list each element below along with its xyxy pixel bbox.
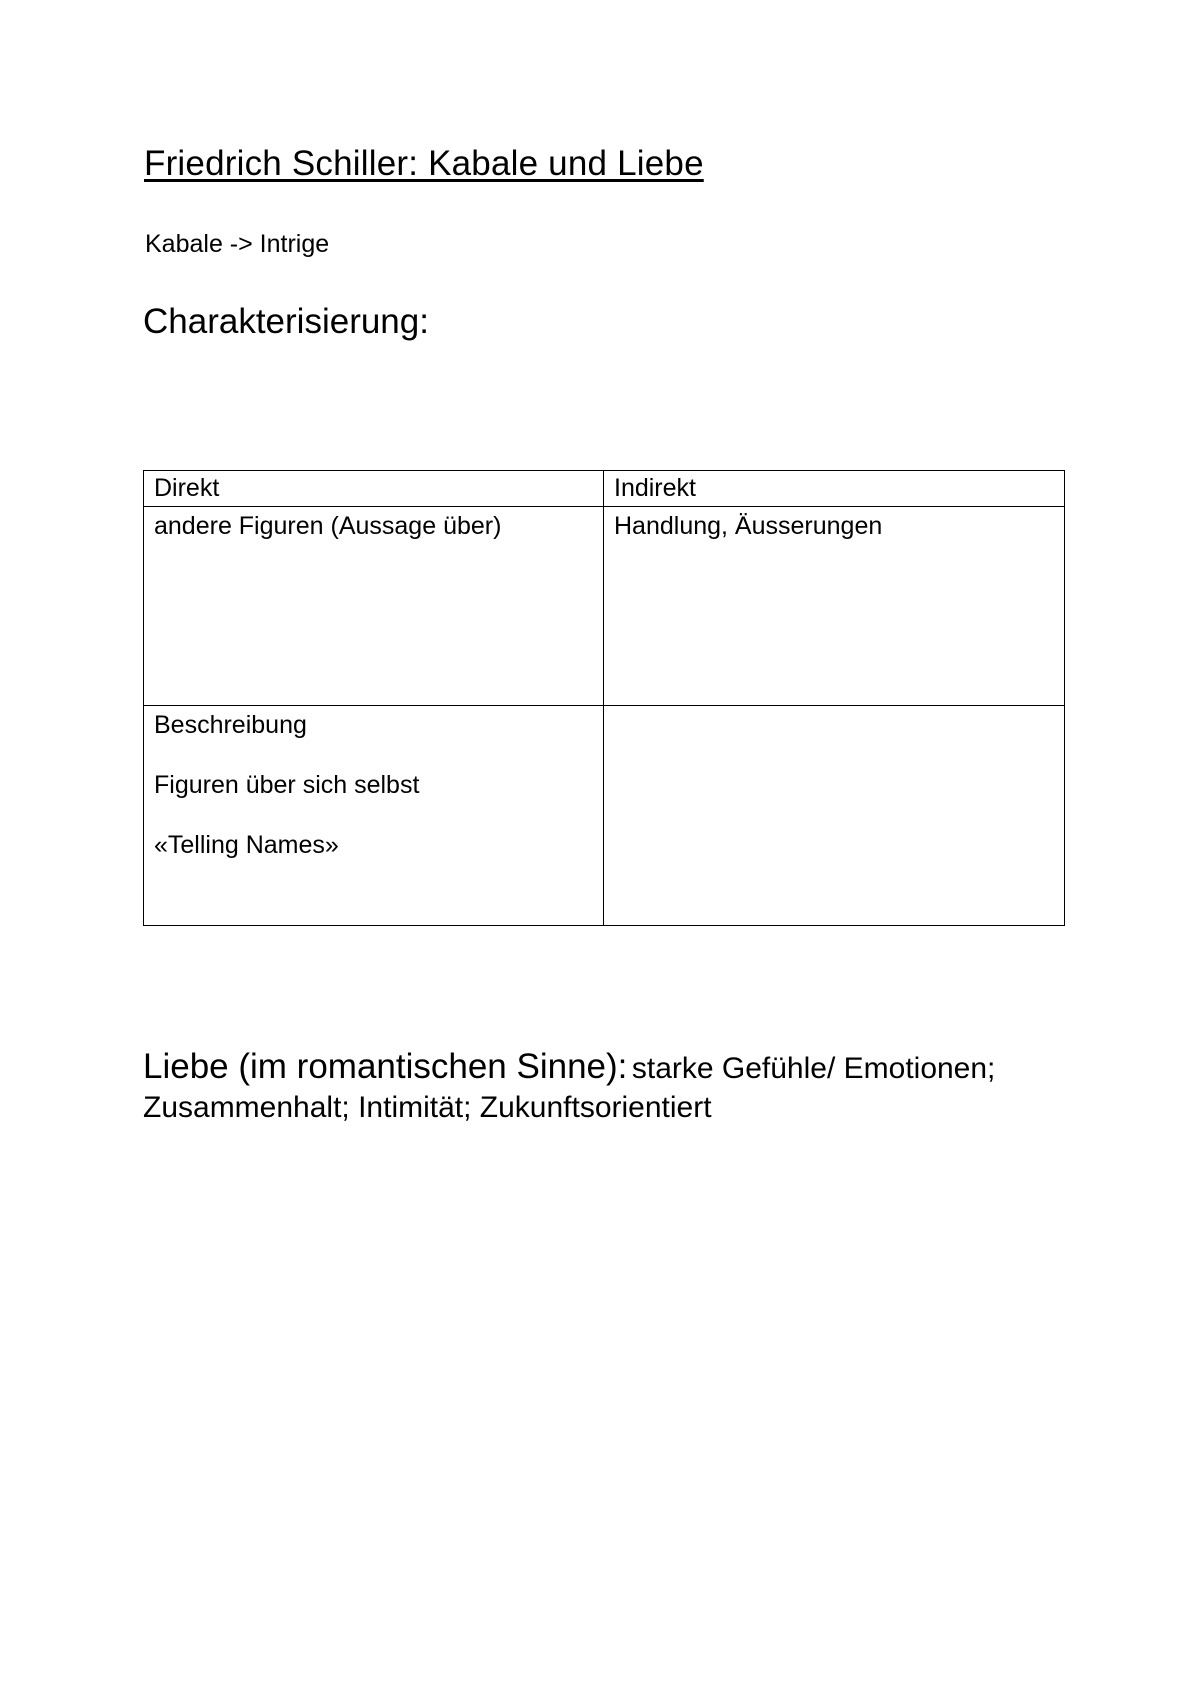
document-title: Friedrich Schiller: Kabale und Liebe	[144, 144, 704, 183]
liebe-term: Liebe (im romantischen Sinne):	[143, 1047, 628, 1086]
table-cell-indirekt	[604, 507, 1065, 706]
cell-text: andere Figuren (Aussage über)	[154, 512, 502, 540]
table-cell-indirekt-empty	[604, 706, 1065, 926]
cell-text: «Telling Names»	[154, 831, 339, 859]
liebe-definition-part-1: starke Gefühle/ Emotionen;	[631, 1052, 996, 1085]
section-heading-charakterisierung: Charakterisierung:	[143, 302, 429, 341]
kabale-definition: Kabale -> Intrige	[145, 230, 330, 258]
liebe-definition	[143, 1045, 1083, 1127]
table-header-direkt: Direkt	[144, 471, 604, 507]
table-cell-direkt	[144, 706, 604, 926]
table-cell-direkt	[144, 507, 604, 706]
table-header-row	[144, 471, 1065, 507]
cell-text: Handlung, Äusserungen	[614, 512, 883, 540]
liebe-definition-part-2: Zusammenhalt; Intimität; Zukunftsorientiert	[143, 1091, 712, 1124]
table-header-indirekt: Indirekt	[604, 471, 1065, 507]
liebe-line-1	[143, 1045, 1083, 1089]
table-row	[144, 507, 1065, 706]
table-row	[144, 706, 1065, 926]
cell-text: Beschreibung	[154, 711, 307, 739]
characterization-table	[143, 470, 1065, 926]
cell-text: Figuren über sich selbst	[154, 771, 420, 799]
